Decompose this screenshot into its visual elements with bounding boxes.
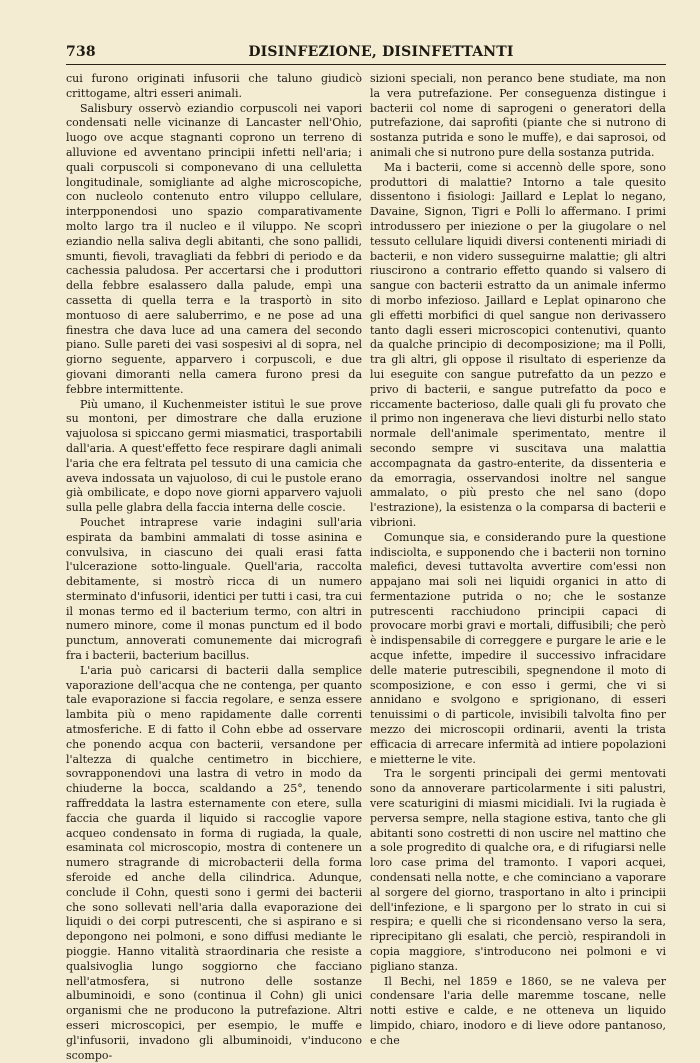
paragraph: L'aria può caricarsi di bacterii dalla semplice vaporazione dell'acqua che ne contenga, per quanto tale evaporazione si faccia regolare, e senza essere lambita più o meno rapidamente dalle correnti atmosferiche. E di fatto il Cohn ebbe ad osservare che ponendo acqua con bacterii, versandone per l'altezza di qualche centimetro in bicchiere, sovrapponendovi una lastra di vetro in modo da chiuderne la bocca, scaldando a 25°, tenendo raffreddata la lastra esternamente con etere, sulla faccia che guarda il liquido si raccoglie vapore acqueo condensato in forma di rugiada, la quale, esaminata col microscopio, mostra di contenere un numero stragrande di microbacterii della forma sferoide ed anche della cilindrica. Adunque, conclude il Cohn, questi sono i germi dei bacterii che sono sollevati nell'aria dalla evaporazione dei liquidi o dei corpi putrescenti, che si aspirano e si depongono nei polmoni, e sono diffusi mediante le pioggie. Hanno vitalità straordinaria che resiste a qualsivoglia lungo soggiorno che facciano nell'atmosfera, si nutrono delle sostanze albuminoidi, e sono (continua il Cohn) gli unici organismi che ne producono la putrefazione. Altri esseri microscopici, per esempio, le muffe e gl'infusorii, invadono gli albuminoidi, v'inducono scompo- [66,663,362,1062]
page-header [66,44,666,60]
header-rule [66,64,666,65]
paragraph: Salisbury osservò eziandio corpuscoli nei vapori condensati nelle vicinanze di Lancaster nell'Ohio, luogo ove acque stagnanti coprono un terreno di alluvione ed avventano principii infetti nell'aria; i quali corpuscoli si componevano di una celluletta longitudinale, somigliante ad alghe microscopiche, con nucleolo contenuto entro viluppo cellulare, interpponendosi uno spazio comparativamente molto largo tra il nucleo e il viluppo. Ne scoprì eziandio nella saliva degli abitanti, che sono pallidi, smunti, fievoli, travagliati da febbri di periodo e da cachessia paludosa. Per accertarsi che i produttori della febbre esalassero dalla palude, empì una cassetta di quella terra e la trasportò in sito montuoso di aere saluberrimo, e ne pose ad una finestra che dava luce ad una camera del secondo piano. Sulle pareti dei vasi sospesivi al di sopra, nel giorno seguente, apparvero i corpuscoli, e due giovani dimoranti nella camera furono presi da febbre intermittente. [66,101,362,396]
paragraph: Comunque sia, e considerando pure la questione indisciolta, e supponendo che i bacterii non tornino malefici, devesi tuttavolta avvertire com'essi non appajano mai soli nei liquidi organici in atto di fermentazione putrida o no; che le sostanze putrescenti racchiudono principii capaci di provocare morbi gravi e mortali, diffusibili; che però è indispensabile di correggere e purgare le arie e le acque infette, impedire il successivo infracidare delle materie putrescibili, spegnendone il moto di scomposizione, e con esso i germi, che vi si annidano e svolgono e sprigionano, di esseri tenuissimi o di particole, invisibili talvolta fino per mezzo dei microscopii ordinarii, aventi la trista efficacia di arrecare infermità ad intiere popolazioni e mietterne le vite. [370,530,666,766]
paragraph: Più umano, il Kuchenmeister istituì le sue prove su montoni, per dimostrare che dalla eruzione vajuolosa si spiccano germi miasmatici, trasportabili dall'aria. A quest'effetto fece respirare dagli animali l'aria che era feltrata pel tessuto di una camicia che aveva indossata un vajuoloso, di cui le pustole erano già ombilicate, e dopo nove giorni apparvero vajuoli sulla pelle glabra della faccia interna delle coscie. [66,397,362,515]
paragraph: Ma i bacterii, come si accennò delle spore, sono produttori di malattie? Intorno a tale quesito dissentono i fisiologi: Jaillard e Leplat lo negano, Davaine, Signon, Tigri e Polli lo affermano. I primi introdussero per iniezione o per la giugolare o nel tessuto cellulare liquidi diversi contenenti miriadi di bacterii, e non videro susseguirne malattie; gli altri riuscirono a contrario effetto quando si valsero di sangue con bacterii estratto da un animale infermo di morbo infezioso. Jaillard e Leplat opinarono che gli effetti morbifici di quel sangue non derivassero tanto dagli esseri microscopici contenutivi, quanto da qualche principio di decomposizione; ma il Polli, tra gli altri, gli oppose il risultato di esperienze da lui eseguite con sangue putrefatto da un pezzo e privo di bacterii, e sangue putrefatto da poco e riccamente bacterioso, dalle quali gli fu provato che il primo non ingenerava che lievi disturbi nello stato normale dell'animale sperimentato, mentre il secondo sempre vi suscitava una malattia accompagnata da gastro-enterite, da dissenteria e da emorragia, osservandosi inoltre nel sangue ammalato, o più presto che nel sano (dopo l'estrazione), la esistenza o la comparsa di bacterii e vibrioni. [370,160,666,529]
paragraph: Pouchet intraprese varie indagini sull'aria espirata da bambini ammalati di tosse asinina e convulsiva, in ciascuno dei quali erasi fatta l'ulcerazione sotto-linguale. Quell'aria, raccolta debitamente, si mostrò ricca di un numero sterminato d'infusorii, identici per tutti i casi, tra cui il monas termo ed il bacterium termo, con altri in numero minore, come il monas punctum ed il bodo punctum, annoverati comunemente dai micrografi fra i bacterii, bacterium bacillus. [66,515,362,663]
running-title: DISINFEZIONE, DISINFETTANTI [248,44,514,60]
paragraph: Tra le sorgenti principali dei germi mentovati sono da annoverare particolarmente i siti palustri, vere scaturigini di miasmi micidiali. Ivi la rugiada è perversa sempre, nella stagione estiva, tanto che gli abitanti sono costretti di non uscire nel mattino che a sole progredito di qualche ora, e di rifugiarsi nelle loro case prima del tramonto. I vapori acquei, condensati nella notte, e che cominciano a vaporare al sorgere del giorno, trasportano in alto i principii dell'infezione, e li spargono per lo strato in cui si respira; e quelli che si ricondensano verso la sera, riprecipitano gli esalati, che perciò, respirandoli in copia maggiore, s'introducono nei polmoni e vi pigliano stanza. [370,767,666,973]
paragraph: cui furono originati infusorii che taluno giudicò crittogame, altri esseri animali. [66,72,362,100]
left-column [66,72,362,1062]
right-column [370,72,666,1047]
page-number: 738 [66,44,96,60]
text-columns [66,72,666,1062]
paragraph: Il Bechi, nel 1859 e 1860, se ne valeva per condensare l'aria delle maremme toscane, nelle notti estive e calde, e ne otteneva un liquido limpido, chiaro, inodoro e di lieve odore pantanoso, e che [370,974,666,1047]
paragraph: sizioni speciali, non peranco bene studiate, ma non la vera putrefazione. Per conseguenza distingue i bacterii col nome di saprogeni o generatori della putrefazione, dai saprofiti (piante che si nutrono di sostanza putrida e sono le muffe), e dai saprosoi, od animali che si nutrono pure della sostanza putrida. [370,72,666,159]
